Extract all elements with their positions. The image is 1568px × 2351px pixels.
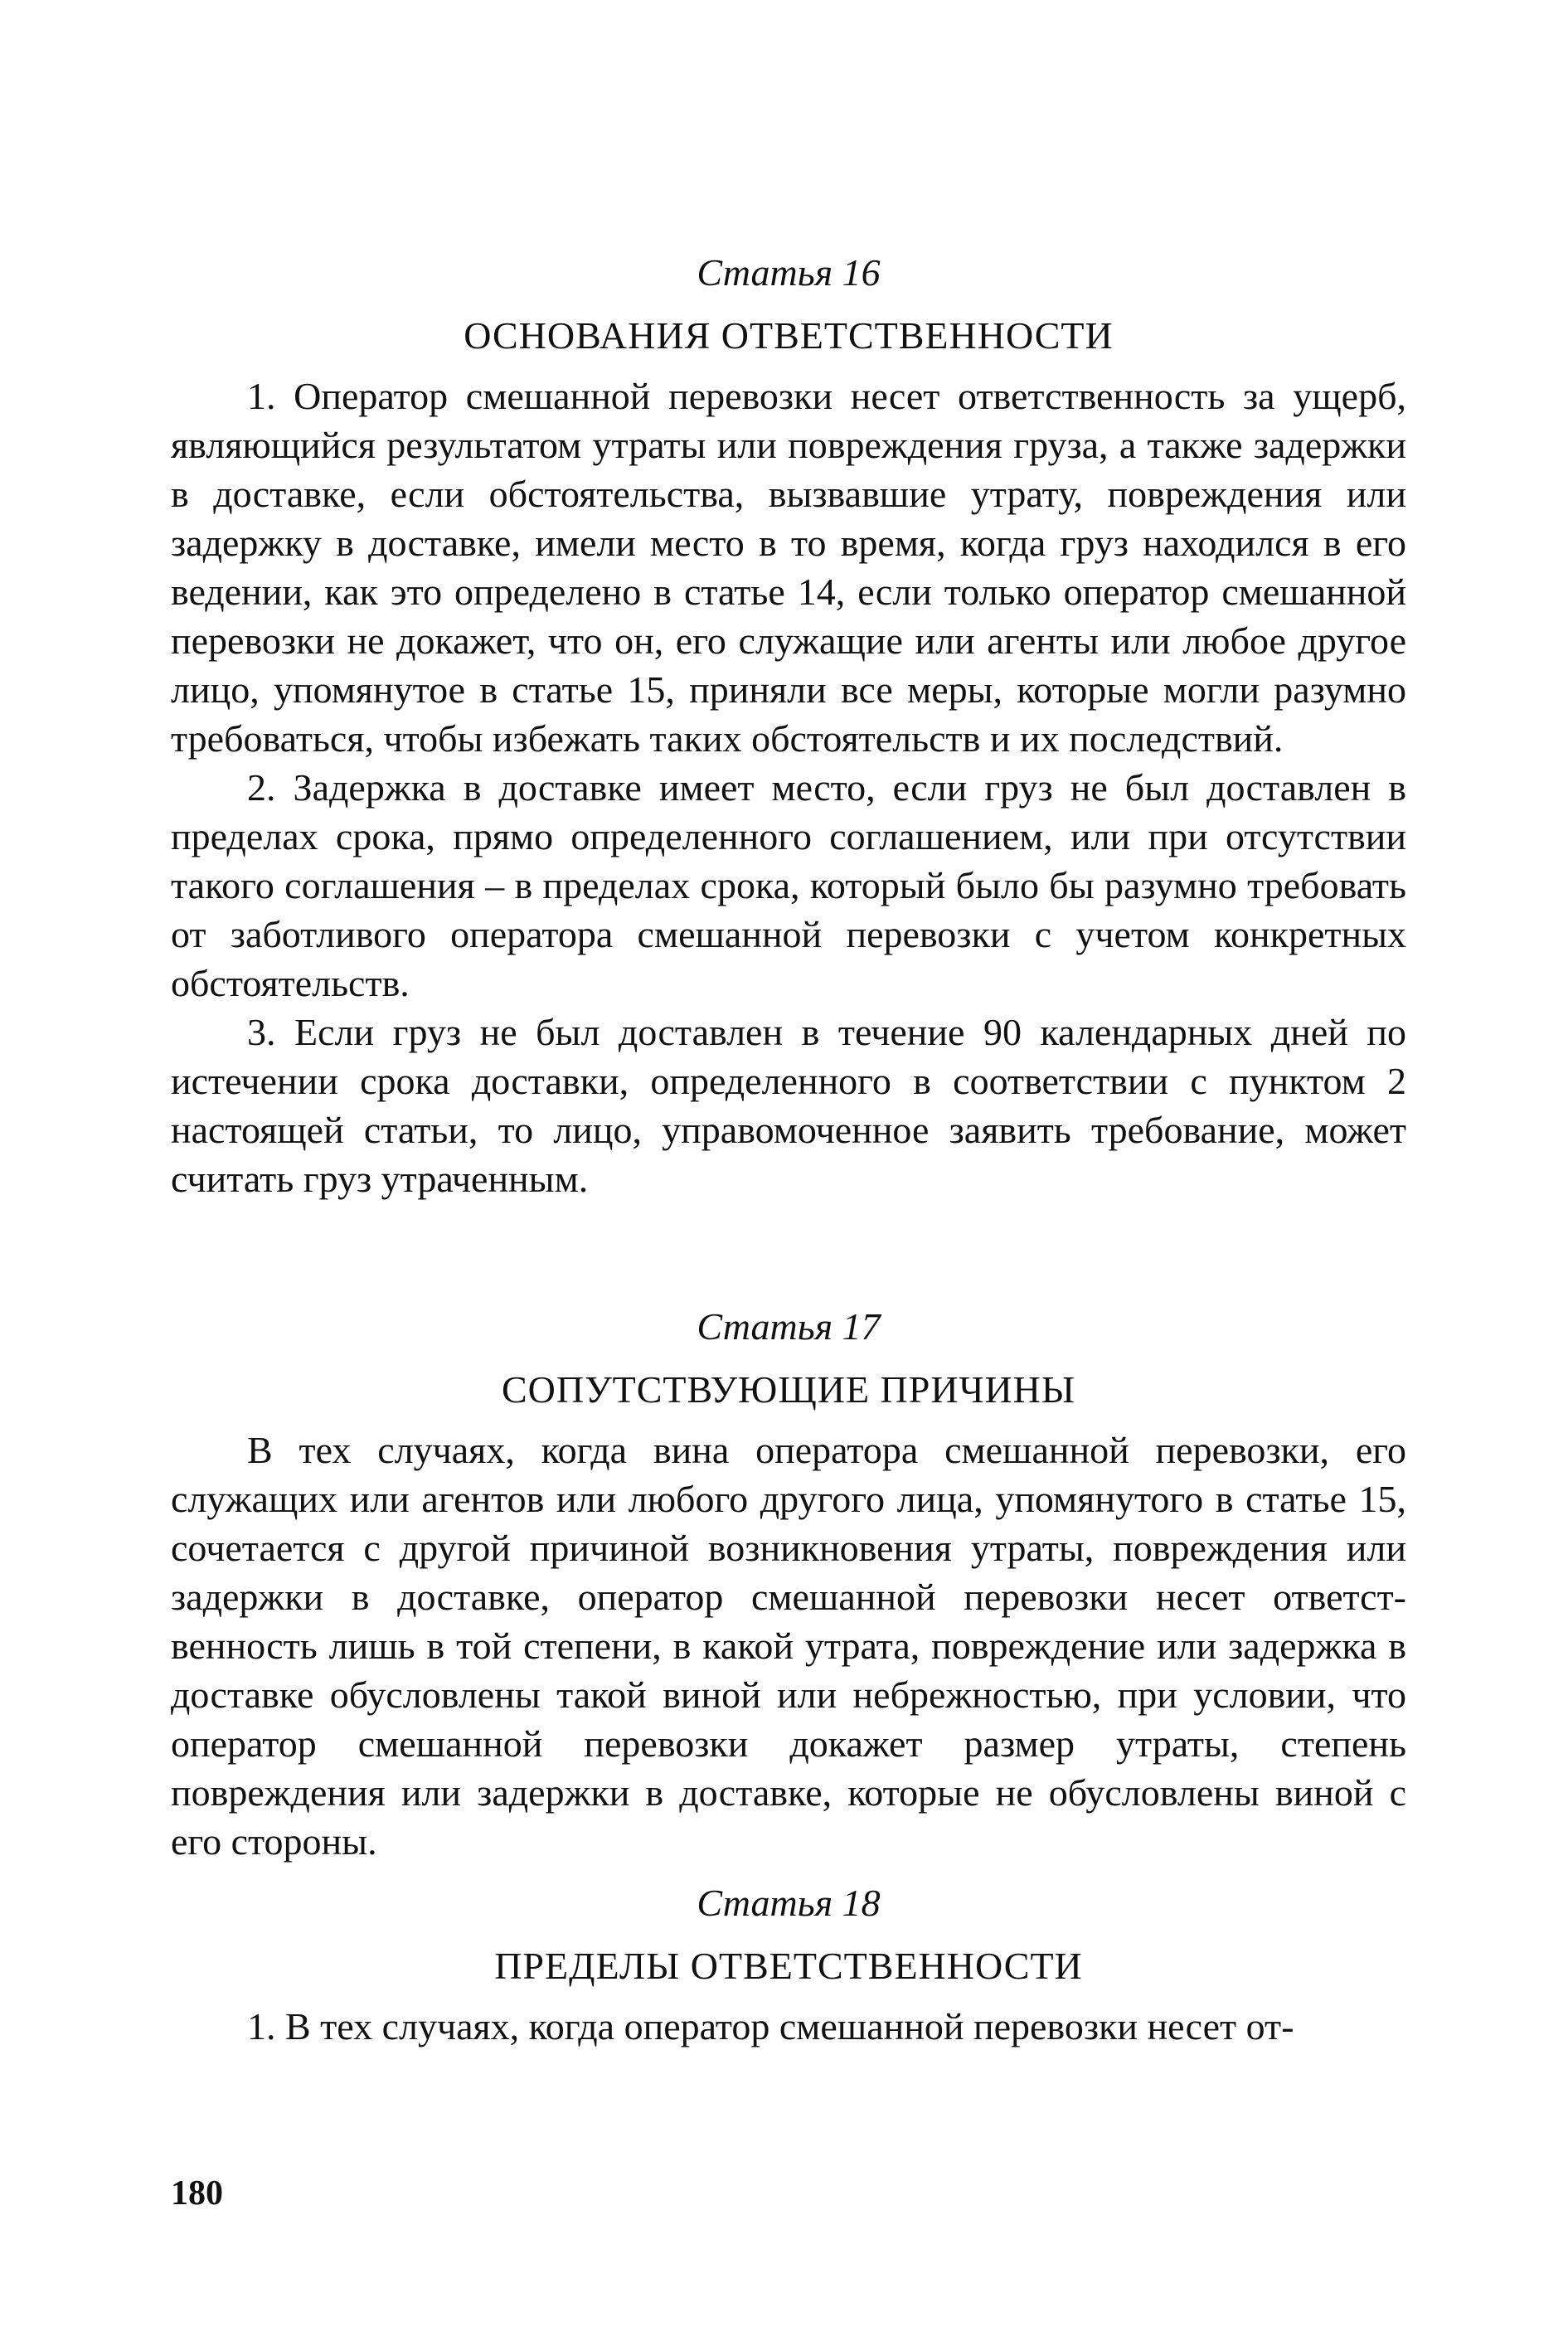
article-16 <box>171 249 1406 1203</box>
paragraph: В тех случаях, когда вина оператора смешанной перевозки, его служащих или агентов или любого другого лица, упомянутого в статье 15, сочетается с другой причиной возникновения утраты, повреждения или задержки в доставке, оператор смешанной перевозки несет ответственность лишь в той степени, в какой утрата, повреждение или задержка в доставке обусловлены такой виной или небрежностью, при условии, что оператор смешанной перевозки докажет размер утраты, степень повреждения или задержки в доставке, которые не обусловлены виной с его стороны. <box>171 1429 1406 1863</box>
article-title: ПРЕДЕЛЫ ОТВЕТСТВЕННОСТИ <box>494 1945 1083 1987</box>
article-number: Статья 16 <box>697 251 881 294</box>
article-number: Статья 18 <box>697 1882 881 1924</box>
page-number: 180 <box>171 2174 223 2213</box>
article-number: Статья 17 <box>697 1305 881 1348</box>
paragraph: 1. Оператор смешанной перевозки несет ответственность за ущерб, являющийся результатом утраты или повреждения груза, а также задержки в доставке, если обстоятельства, вызвавшие утрату, повреждения или задержку в доставке, имели место в то время, когда груз находился в его ведении, как это определено в статье 14, если только оператор смешанной перевозки не докажет, что он, его служащие или агенты или любое другое лицо, упомянутое в статье 15, приняли все меры, которые могли разумно требоваться, чтобы избежать таких обстоятельств и их последствий. <box>171 375 1406 760</box>
page-content <box>171 249 1406 2051</box>
article-title: СОПУТСТВУЮЩИЕ ПРИЧИНЫ <box>501 1368 1076 1411</box>
paragraph: 1. В тех случаях, когда оператор смешанной перевозки несет от- <box>247 2005 1294 2047</box>
paragraph: 3. Если груз не был доставлен в течение 90 календарных дней по истечении срока доставки, определенного в соответствии с пунктом 2 настоящей статьи, то лицо, управомоченное заявить требование, может считать груз утраченным. <box>171 1011 1406 1200</box>
spacer <box>171 1203 1406 1303</box>
article-17 <box>171 1303 1406 1866</box>
article-18 <box>171 1879 1406 2051</box>
spacer <box>171 1866 1406 1879</box>
article-title: ОСНОВАНИЯ ОТВЕТСТВЕННОСТИ <box>464 314 1114 357</box>
paragraph: 2. Задержка в доставке имеет место, если груз не был доставлен в пределах срока, прямо определенного соглашением, или при отсутствии такого соглашения – в пределах срока, который было бы разумно требовать от заботливого оператора смешанной перевозки с учетом конкретных обстоятельств. <box>171 766 1406 1004</box>
